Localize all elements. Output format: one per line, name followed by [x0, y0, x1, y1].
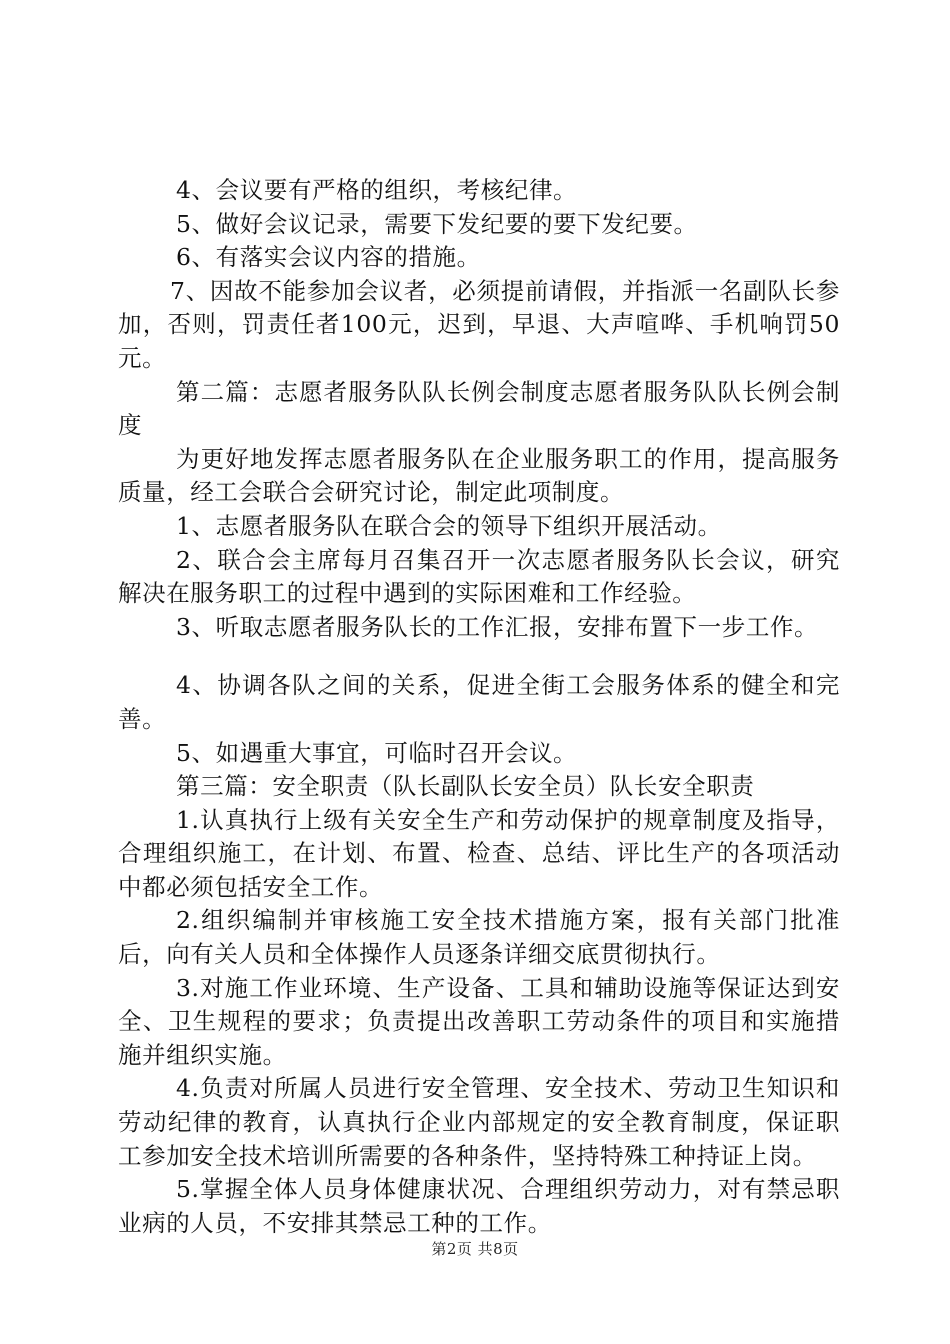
paragraph-meeting-item-6: 6、有落实会议内容的措施。: [176, 243, 481, 272]
section-heading-3: 第三篇：安全职责（队长副队长安全员）队长安全职责: [176, 772, 755, 801]
paragraph-intro: 为更好地发挥志愿者服务队在企业服务职工的作用，提高服务质量，经工会联合会研究讨论，制定此项制度。: [118, 444, 840, 507]
paragraph-volunteer-item-4: 4、协调各队之间的关系，促进全街工会服务体系的健全和完善。: [118, 671, 840, 733]
paragraph-meeting-item-4: 4、会议要有严格的组织，考核纪律。: [176, 176, 578, 204]
paragraph-volunteer-item-2: 2、联合会主席每月召集召开一次志愿者服务队长会议，研究解决在服务职工的过程中遇到的实际困难和工作经验。: [118, 545, 840, 608]
paragraph-meeting-item-7: 7、因故不能参加会议者，必须提前请假，并指派一名副队长参加，否则，罚责任者100元，迟到，早退、大声喧哗、手机响罚50元。: [118, 276, 840, 372]
paragraph-volunteer-item-3: 3、听取志愿者服务队长的工作汇报，安排布置下一步工作。: [176, 612, 819, 641]
paragraph-safety-item-5: 5.掌握全体人员身体健康状况、合理组织劳动力，对有禁忌职业病的人员，不安排其禁忌工种的工作。: [118, 1175, 840, 1237]
page-number-footer: 第2页 共8页: [431, 1240, 519, 1258]
paragraph-safety-item-1: 1.认真执行上级有关安全生产和劳动保护的规章制度及指导，合理组织施工，在计划、布置、检查、总结、评比生产的各项活动中都必须包括安全工作。: [118, 805, 840, 901]
paragraph-volunteer-item-5: 5、如遇重大事宜，可临时召开会议。: [176, 738, 578, 767]
document-body: [118, 174, 840, 1240]
paragraph-volunteer-item-1: 1、志愿者服务队在联合会的领导下组织开展活动。: [176, 511, 722, 540]
paragraph-meeting-item-5: 5、做好会议记录，需要下发纪要的要下发纪要。: [176, 209, 698, 238]
paragraph-safety-item-3: 3.对施工作业环境、生产设备、工具和辅助设施等保证达到安全、卫生规程的要求；负责提出改善职工劳动条件的项目和实施措施并组织实施。: [118, 973, 840, 1069]
section-heading-2: 第二篇：志愿者服务队队长例会制度志愿者服务队队长例会制度: [118, 377, 840, 440]
paragraph-gap: [118, 644, 840, 669]
paragraph-safety-item-4: 4.负责对所属人员进行安全管理、安全技术、劳动卫生知识和劳动纪律的教育，认真执行企业内部规定的安全教育制度，保证职工参加安全技术培训所需要的各种条件，坚持特殊工种持证上岗。: [118, 1074, 840, 1170]
paragraph-safety-item-2: 2.组织编制并审核施工安全技术措施方案，报有关部门批准后，向有关人员和全体操作人员逐条详细交底贯彻执行。: [118, 906, 840, 969]
